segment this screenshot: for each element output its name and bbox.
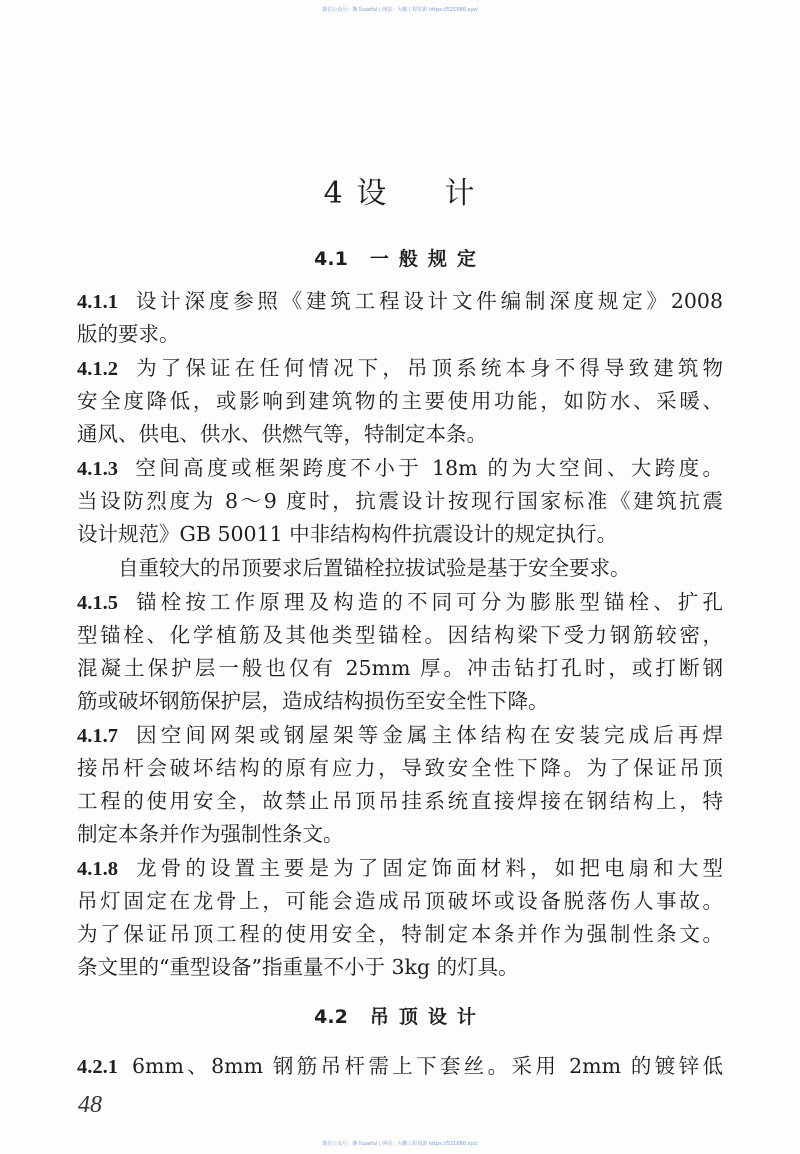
line-text: 当设防烈度为 8～9 度时，抗震设计按现行国家标准《建筑抗震 xyxy=(77,489,723,513)
text-line xyxy=(118,553,723,583)
clause-number: 4.1.8 xyxy=(77,858,118,880)
watermark-bottom: 微信公众号：撕书useful | 网站：大鹏工程资源 https://521086.xyz/ xyxy=(322,1141,478,1147)
text-line xyxy=(77,587,723,617)
section-number: 4.1 xyxy=(314,248,348,270)
text-line xyxy=(77,386,723,416)
clause-number: 4.1.2 xyxy=(77,358,118,380)
text-line xyxy=(77,620,723,650)
text-line xyxy=(77,653,723,683)
text-line xyxy=(77,919,723,949)
line-text: 安全度降低，或影响到建筑物的主要使用功能，如防水、采暖、 xyxy=(77,389,723,413)
clause-number: 4.1.1 xyxy=(77,291,118,313)
line-text: 吊灯固定在龙骨上，可能会造成吊顶破坏或设备脱落伤人事故。 xyxy=(77,889,723,913)
clause-number: 4.1.5 xyxy=(77,592,118,614)
text-line xyxy=(77,286,723,316)
line-text: 版的要求。 xyxy=(77,322,180,346)
section-heading-4-1 xyxy=(0,244,800,271)
text-line xyxy=(77,853,723,883)
line-text: 通风、供电、供水、供燃气等，特制定本条。 xyxy=(77,422,487,446)
line-text: 混凝土保护层一般也仅有 25mm 厚。冲击钻打孔时，或打断钢 xyxy=(77,656,723,680)
clause-number: 4.2.1 xyxy=(77,1056,118,1078)
line-text: 接吊杆会破坏结构的原有应力，导致安全性下降。为了保证吊顶 xyxy=(77,756,723,780)
clause-number: 4.1.7 xyxy=(77,725,118,747)
text-line xyxy=(77,886,723,916)
line-text: 制定本条并作为强制性条文。 xyxy=(77,822,344,846)
line-text: 为了保证吊顶工程的使用安全，特制定本条并作为强制性条文。 xyxy=(77,922,723,946)
text-line xyxy=(77,419,723,449)
section-heading-4-2 xyxy=(0,1002,800,1029)
section-title: 吊顶设计 xyxy=(369,1006,486,1028)
section-number: 4.2 xyxy=(314,1006,348,1028)
line-text: 条文里的“重型设备”指重量不小于 3kg 的灯具。 xyxy=(77,955,519,979)
text-line xyxy=(77,319,723,349)
line-text: 因空间网架或钢屋架等金属主体结构在安装完成后再焊 xyxy=(132,723,723,747)
chapter-title-a: 设 xyxy=(356,176,389,211)
line-text: 设计规范》GB 50011 中非结构构件抗震设计的规定执行。 xyxy=(77,522,618,546)
line-text: 龙骨的设置主要是为了固定饰面材料，如把电扇和大型 xyxy=(132,856,723,880)
line-text: 6mm、8mm 钢筋吊杆需上下套丝。采用 2mm 的镀锌低 xyxy=(132,1054,723,1078)
text-line xyxy=(77,786,723,816)
text-line xyxy=(77,753,723,783)
line-text: 筋或破坏钢筋保护层，造成结构损伤至安全性下降。 xyxy=(77,689,549,713)
chapter-number: 4 xyxy=(323,176,345,211)
chapter-title-b: 计 xyxy=(444,176,477,211)
line-text: 型锚栓、化学植筋及其他类型锚栓。因结构梁下受力钢筋较密， xyxy=(77,623,723,647)
text-line xyxy=(77,1051,723,1081)
text-line xyxy=(77,952,723,982)
line-text: 锚栓按工作原理及构造的不同可分为膨胀型锚栓、扩孔 xyxy=(132,590,723,614)
text-line xyxy=(77,720,723,750)
line-text: 为了保证在任何情况下，吊顶系统本身不得导致建筑物 xyxy=(132,356,723,380)
text-line xyxy=(77,486,723,516)
text-line xyxy=(77,686,723,716)
watermark-top: 微信公众号：撕书useful | 网站：大鹏工程资源 https://521086.xyz/ xyxy=(322,7,478,13)
section-title: 一般规定 xyxy=(369,248,486,270)
line-text: 空间高度或框架跨度不小于 18m 的为大空间、大跨度。 xyxy=(132,456,723,480)
text-line xyxy=(77,453,723,483)
clause-number: 4.1.3 xyxy=(77,458,118,480)
line-text: 自重较大的吊顶要求后置锚栓拉拔试验是基于安全要求。 xyxy=(118,556,631,580)
line-text: 设计深度参照《建筑工程设计文件编制深度规定》2008 xyxy=(132,289,723,313)
text-line xyxy=(77,519,723,549)
page-number: 48 xyxy=(78,1092,102,1118)
line-text: 工程的使用安全，故禁止吊顶吊挂系统直接焊接在钢结构上，特 xyxy=(77,789,723,813)
chapter-title xyxy=(0,168,800,212)
text-line xyxy=(77,353,723,383)
text-line xyxy=(77,819,723,849)
